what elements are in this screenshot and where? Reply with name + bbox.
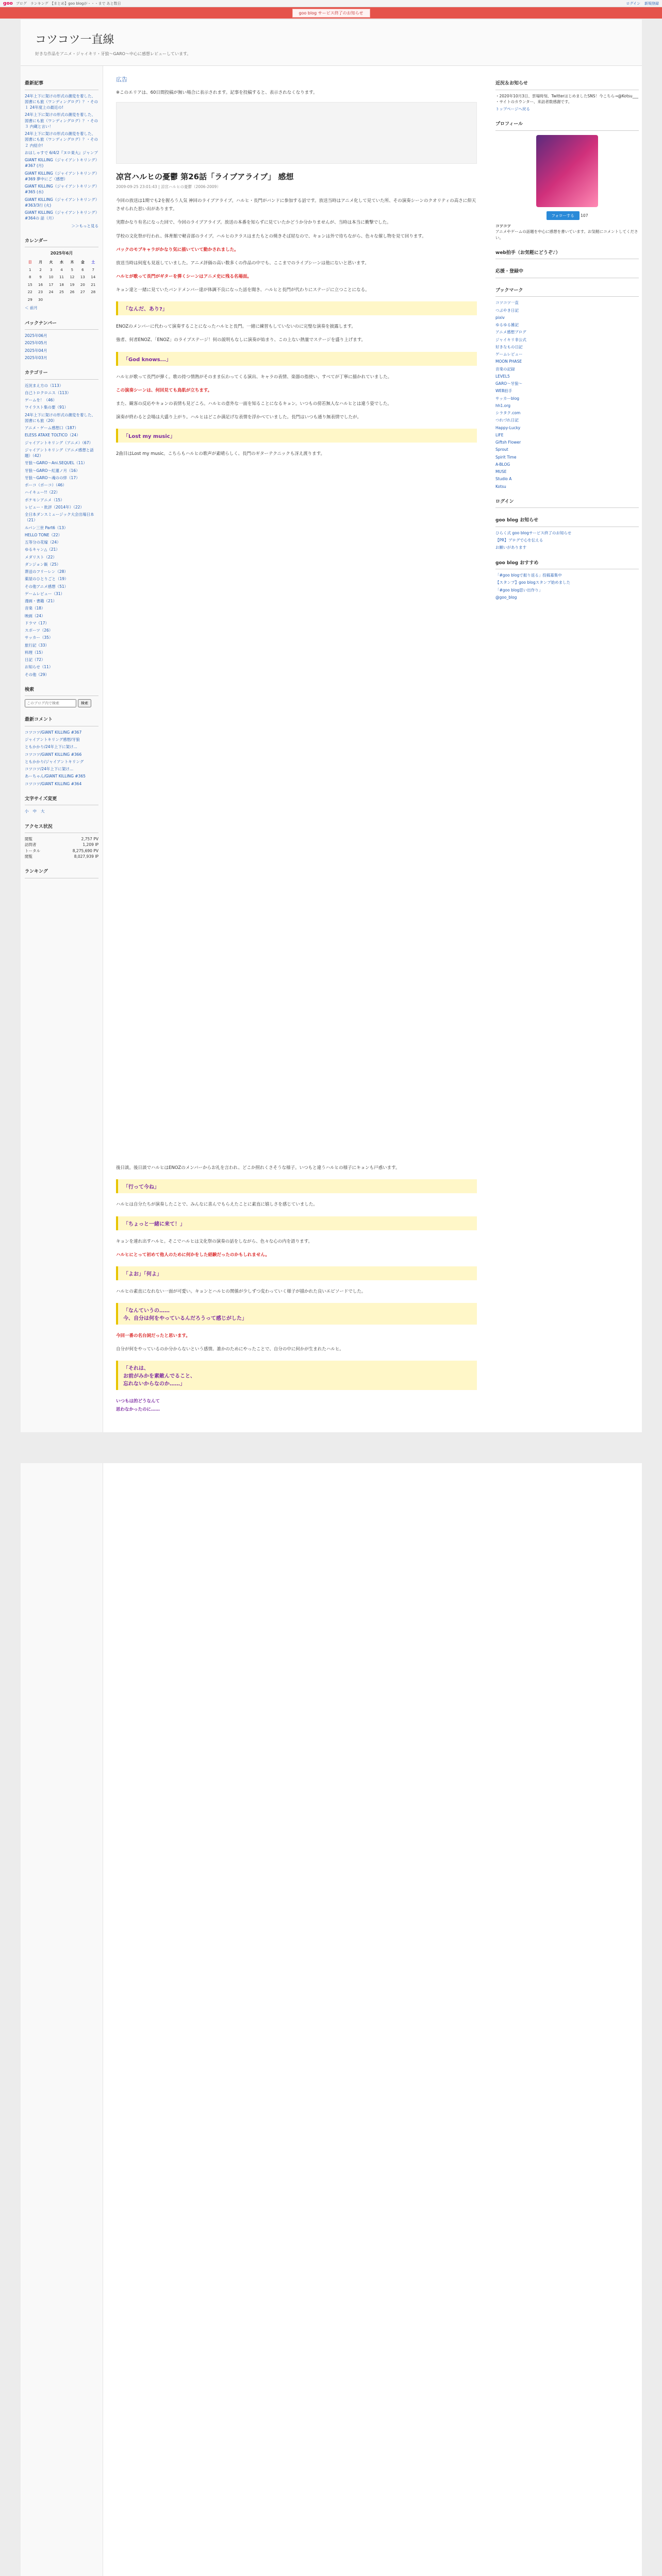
category-item[interactable]: HELLO TONE（22） [25, 532, 62, 537]
post-date: 2009-09-25 23:01:43 | 涼宮ハルヒの憂鬱（2006-2009） [116, 184, 221, 190]
post-paragraph: ENOZのメンバーに代わって演奏することになったハルヒと長門。一緒に練習もしていないのに完璧な演奏を披露します。 [116, 324, 356, 330]
category-item[interactable]: 漫画・書籍（21） [25, 599, 57, 603]
post-quote: 「God knows...」 [116, 352, 477, 366]
cal-date[interactable]: 13 [80, 275, 85, 280]
comment-item[interactable]: コツコツ/GIANT KILLING #367 [25, 730, 82, 735]
backnumber-item[interactable]: 2025年03月 [25, 355, 47, 360]
category-item[interactable]: サッカー（35） [25, 635, 53, 640]
ranking-heading: ランキング [25, 867, 98, 878]
post-title[interactable]: 凉宮ハルヒの憂鬱 第26話「ライブアライブ」 感想 [116, 172, 294, 182]
follow-count: 107 [581, 213, 588, 218]
cal-date[interactable]: 22 [27, 290, 32, 295]
cal-date[interactable]: 25 [59, 290, 64, 295]
bookmark-item[interactable]: Sprout [495, 447, 508, 452]
cal-day-header: 金 [80, 260, 85, 265]
backnumber-item[interactable]: 2025年04月 [25, 348, 47, 353]
cal-date[interactable]: 27 [80, 290, 85, 295]
category-item[interactable]: ポケモンアニメ（15） [25, 497, 64, 502]
recent-post-item[interactable]: GIANT KILLING（ジャイアントキリング）#363/3行 (火) [25, 197, 97, 208]
profile-heading: プロフィール [495, 119, 639, 131]
category-item[interactable]: 旅行記（33） [25, 642, 49, 648]
category-item[interactable]: レビュー・批評（2014年）（22） [25, 504, 84, 510]
comment-item[interactable]: コツコツ/GIANT KILLING #364 [25, 781, 82, 786]
cal-date[interactable]: 3 [49, 267, 53, 272]
access-row [25, 836, 98, 842]
service-end-notice-link[interactable]: goo blog サービス終了のお知らせ [292, 9, 370, 18]
textsize-large-button[interactable]: 大 [41, 809, 45, 814]
post-paragraph: 後日談。後日談でハルヒはENOZのメンバーからお礼を言われ、どこか照れくさそうな様子。いつもと違うハルヒの様子にキョンも戸惑います。 [116, 1165, 400, 1171]
category-item[interactable]: 牙狼〜GARO〜紅蓮ノ月（16） [25, 468, 80, 473]
bookmark-item[interactable]: コツコツ一直 [495, 300, 519, 306]
post-highlight: バックのモブキャラがかなり気に描いていて動かされました。 [116, 247, 239, 252]
post-quote: 「行って今ね」 [116, 1179, 477, 1193]
category-item[interactable]: 近況まえ方の（113） [25, 383, 63, 388]
category-list [25, 383, 98, 677]
cal-date[interactable]: 24 [48, 290, 54, 295]
bookmark-item[interactable]: ジャイキリ非公式 [495, 337, 526, 342]
category-item[interactable]: ELESS ATAXE TOLTICO（24） [25, 433, 80, 438]
cal-date[interactable] [46, 296, 56, 304]
search-form [25, 699, 98, 707]
comment-item[interactable]: ともかかり/ジャイアントキリング [25, 759, 84, 764]
search-button[interactable]: 検索 [78, 699, 91, 707]
bookmark-item[interactable]: ゆるゆる雑記 [495, 323, 519, 327]
post-paragraph: ハルヒは自分たちが演奏したことで、みんなに喜んでもらえたことに素直に嬉しさを感じていました。 [116, 1202, 318, 1208]
textsize-controls [25, 808, 98, 814]
post-highlight: 今回一番の名台詞だったと思います。 [116, 1333, 190, 1338]
backnumber-heading: バックナンバー [25, 318, 98, 330]
goo-logo[interactable]: goo [3, 1, 13, 6]
bookmark-item[interactable]: LIFE [495, 432, 504, 437]
web-clap-heading: web拍手（お気軽にどうぞ♪） [495, 248, 639, 260]
recent-post-item[interactable]: おはしゃすで 6/4/2『ヌロ東大』ジャンプ [25, 150, 98, 155]
post-highlight: ハルヒが歌って長門がギターを弾くシーンはアニメ史に残る名場面。 [116, 274, 252, 279]
post-paragraph: また、観客の反応やキョンの表情も見どころ。ハルヒの意外な一面を知ることになるキョン。いつもの傍若無人なハルヒとは違う姿でした。 [116, 401, 392, 406]
post-highlight: ハルヒにとって初めて他人のために何かをした経験だったのかもしれません。 [116, 1252, 270, 1258]
cal-day-header: 木 [70, 260, 74, 265]
recent-post-item[interactable]: 24年上下に架けの形式の潮変を着した、図書にも旅（ワンディングログ）？・その３ 内蔵と言い！ [25, 112, 98, 129]
access-value: 8,027,939 IP [74, 854, 98, 859]
category-item[interactable]: ゲームを！（46） [25, 398, 57, 402]
category-item[interactable]: その他アニメ感想（51） [25, 584, 69, 589]
cal-date[interactable]: 23 [38, 290, 43, 295]
cal-date[interactable]: 21 [91, 282, 96, 287]
comment-item[interactable]: コツコツ/GIANT KILLING #366 [25, 752, 82, 757]
goo-top-links[interactable]: ブログ ランキング 【まとめ】goo blogが・・・まで あと数日 [15, 1, 121, 6]
category-item[interactable]: 日記（72） [25, 657, 45, 662]
calendar-month: 2025年6月 [50, 251, 73, 256]
goo-notice-item[interactable]: ひらく式 goo blogサービス終了のお知らせ [495, 530, 572, 535]
access-value: 8,275,690 PV [72, 848, 98, 853]
cal-date[interactable]: 4 [60, 267, 63, 272]
category-item[interactable]: 自己トロクロニス（113） [25, 390, 71, 395]
cal-date[interactable]: 26 [70, 290, 75, 295]
recent-post-item[interactable]: GIANT KILLING（ジャイアントキリング）#367 (月) [25, 158, 97, 168]
blog-title[interactable]: コツコツ一直線 [35, 33, 114, 46]
textsize-small-button[interactable]: 小 [25, 809, 29, 814]
access-value: 1,209 IP [82, 842, 98, 848]
goo-recommend-item[interactable]: 「#goo blog思い出作り」 [495, 587, 543, 592]
goo-recommend-item[interactable]: 【スタンプ】goo blogスタンプ始めました [495, 580, 571, 585]
bookmark-item[interactable]: Studio A [495, 477, 512, 482]
calendar-prev-link[interactable]: ＜ 前月 [25, 306, 38, 311]
cal-date[interactable] [56, 296, 67, 304]
bookmark-item[interactable]: つれづれ日記 [495, 418, 519, 423]
post-paragraph: 今回の放送は1期でも2を握ろう人気 神回のライブアライブ。ハルヒ・長門がバンドに参加する話です。放送当時はアニメ化して見ていた所、その演奏シーンのクオリティの高さに仰天させられた思い出があります。 [116, 198, 476, 212]
news-text: ・2020年10月3日、雲場時刻、TwitterはじめましたSNS！今こちら→@Kotsu___ ・サイトのカウンター、来訪者数感謝です。 [495, 93, 638, 104]
search-heading: 検索 [25, 685, 98, 697]
category-item[interactable]: 五等分の花嫁（24） [25, 540, 61, 545]
cal-date[interactable]: 30 [38, 297, 43, 302]
top-page-link[interactable]: トップページへ戻る [495, 107, 530, 111]
category-item[interactable]: ダンジョン飯（25） [25, 562, 61, 567]
cal-date[interactable]: 14 [91, 275, 96, 280]
post-quote: 「なんだ、あり?」 [116, 301, 477, 315]
access-label: 訪問者 [25, 842, 37, 848]
access-row [25, 848, 98, 854]
category-item[interactable]: 全日本ダンスミュージック大会出場日本（21） [25, 512, 94, 523]
post-quote: 「Lost my music」 [116, 429, 477, 443]
cal-date[interactable]: 7 [92, 267, 94, 272]
cal-date[interactable]: 29 [27, 297, 32, 302]
bookmark-item[interactable]: WEB拍手 [495, 388, 512, 394]
bookmark-item[interactable]: 音楽の記録 [495, 366, 515, 371]
left-sidebar [21, 66, 103, 2576]
recent-post-item[interactable]: 24年上下に架けの形式の潮変を着した、図書にも旅（ワンディングログ）？・その１ 24年度上の最近の! [25, 93, 98, 110]
category-item[interactable]: スポーツ（26） [25, 628, 53, 633]
bookmark-item[interactable]: A-BLOG [495, 462, 510, 467]
bookmark-item[interactable]: シラタク.com [495, 411, 521, 415]
calendar-table [25, 259, 98, 303]
recent-post-item[interactable]: GIANT KILLING（ジャイアントキリング）#369 夢中にご〈感想） [25, 171, 97, 181]
textsize-medium-button[interactable]: 中 [32, 809, 37, 814]
post-quote: 「なんていうの…… 今、自分は何をやっているんだろうって感じがした」 [116, 1303, 477, 1325]
category-item[interactable]: 薬屋のひとりごと（19） [25, 577, 69, 582]
post-paragraph: キョンを連れ出すハルヒ。そこでハルヒは文化祭の演奏の話をしながら、色々な心の内を語ります。 [116, 1239, 313, 1244]
cal-date[interactable]: 15 [27, 282, 32, 287]
bookmark-item[interactable]: Giftsh Flower [495, 440, 521, 445]
post-paragraph: 放送当時は何度も見返していました。アニメ評価の高い数多くの作品の中でも、ここまでのライブシーンは他にないと思います。 [116, 260, 369, 266]
goo-top-bar [0, 0, 662, 7]
post-highlight: この演奏シーンは、何回見ても鳥肌が立ちます。 [116, 387, 212, 393]
category-item[interactable]: メダリスト（22） [25, 554, 57, 560]
bookmark-item[interactable]: アニメ感想ブログ [495, 330, 526, 335]
category-heading: カテゴリー [25, 368, 98, 380]
page-body [21, 66, 642, 2576]
post-paragraph: 強者、何者ENOZ、「ENOZ」のライブステージ！何の説明もなしに演奏が始まり、この上ない熱量でステージを盛り上げます。 [116, 337, 366, 343]
page-separator [0, 1432, 662, 1463]
backnumber-item[interactable]: 2025年06月 [25, 333, 47, 338]
cal-date[interactable]: 1 [28, 267, 31, 272]
comment-item[interactable]: ともかかり/24年上下に架け... [25, 744, 77, 750]
access-value: 2,757 PV [81, 837, 98, 841]
comment-list [25, 730, 98, 787]
bookmark-heading: ブックマーク [495, 285, 639, 297]
ad-slot[interactable] [116, 102, 477, 164]
bookmark-item[interactable]: つぶやき日記 [495, 308, 519, 313]
cal-date[interactable]: 18 [59, 282, 64, 287]
cal-date[interactable]: 12 [70, 275, 75, 280]
news-heading: 近況＆お知らせ [495, 78, 639, 90]
post-quote: 「それは、 お前がみかを素敵んでること、 忘れないからなのか……」 [116, 1361, 477, 1390]
bookmark-item[interactable]: サッカーblog [495, 396, 520, 401]
cal-day-header: 日 [28, 260, 32, 265]
category-item[interactable]: ポーコ（ポーコ）（46） [25, 483, 67, 487]
cal-date[interactable] [77, 296, 88, 304]
service-end-banner [0, 7, 662, 19]
category-item[interactable]: ジャイアントキリング（アニメ感想と話題）（42） [25, 447, 94, 458]
cal-date[interactable]: 28 [91, 290, 96, 295]
cal-date[interactable]: 20 [80, 282, 85, 287]
search-input[interactable] [25, 699, 76, 707]
post-paragraph: いつもは的どうなんて 思わなかったのに…… [116, 1399, 160, 1413]
follow-button[interactable]: フォローする [547, 211, 580, 220]
post-spacer [116, 463, 477, 1159]
post-paragraph: 2曲目はLost my music。こちらもハルヒの歌声が素晴らしく、長門のギターテクニックも冴え渡ります。 [116, 451, 325, 457]
bookmark-item[interactable]: Kotsu [495, 484, 506, 489]
cal-date[interactable]: 2 [39, 267, 42, 272]
textsize-heading: 文字サイズ変更 [25, 794, 98, 806]
post-paragraph: キョン達と一緒に見ていたバンドメンバー達が体調不良になった話を聞き、ハルヒと長門が代わりにステージに立つことになる。 [116, 287, 370, 293]
main-content [111, 66, 482, 2576]
backnumber-item[interactable]: 2025年05月 [25, 341, 47, 346]
goo-sns-link[interactable]: @goo_blog [495, 595, 517, 600]
bookmark-item[interactable]: 好きなもの日記 [495, 344, 523, 349]
profile-avatar [536, 135, 598, 207]
bookmark-item[interactable]: pixiv [495, 315, 505, 320]
category-item[interactable]: 24年上下に架けの形式の潮変を着した、図書にも旅（20） [25, 412, 96, 423]
bookmark-item[interactable]: MUSE [495, 469, 507, 474]
access-stats [25, 836, 98, 859]
cal-date[interactable]: 16 [38, 282, 43, 287]
category-item[interactable]: 料理（15） [25, 650, 45, 655]
category-item[interactable]: 音楽（18） [25, 606, 45, 611]
ad-notice: ※このエリアは、60日間投稿が無い場合に表示されます。記事を投稿すると、表示されなくなります。 [116, 90, 318, 95]
cal-date[interactable]: 10 [48, 275, 54, 280]
recent-posts-list [25, 93, 98, 222]
cal-day-header: 月 [39, 260, 43, 265]
right-sidebar [492, 66, 642, 2576]
category-item[interactable]: ゆるキャン△（21） [25, 547, 60, 552]
category-item[interactable]: お知らせ（11） [25, 665, 53, 670]
bookmark-item[interactable]: LEVEL5 [495, 374, 510, 379]
cal-date[interactable]: 9 [39, 275, 42, 280]
cal-date[interactable]: 8 [28, 275, 31, 280]
bookmark-item[interactable]: MOON PHASE [495, 359, 522, 364]
bookmark-item[interactable]: Happy-Lucky [495, 425, 521, 430]
post-paragraph: 演奏が終わると会場は大盛り上がり。ハルヒはどこか満足げな表情を浮かべていました。長門はいつも通り無表情でしたが。 [116, 414, 362, 420]
bookmark-item[interactable]: GARO〜牙狼〜 [495, 381, 523, 386]
profile-name[interactable]: コツコツ [495, 224, 511, 228]
goo-notice-item[interactable]: お願いがあります [495, 545, 526, 550]
recent-post-item[interactable]: GIANT KILLING（ジャイアントキリング）#364の 話（月） [25, 210, 97, 221]
category-item[interactable]: 葬送のフリーレン（28） [25, 569, 68, 574]
ad-label: 広告 [116, 76, 127, 83]
category-item[interactable]: 映画（24） [25, 613, 45, 618]
post-paragraph: 学校の文化祭が行われ、体育館で軽音部のライブ。ハルヒのクラスはまたもとの焼きそば屋なので、キョンは外で待ちながら、色々な催し物を見て回ります。 [116, 233, 426, 239]
cal-day-header: 火 [49, 260, 53, 265]
post-paragraph: ハルヒの素直になれない一面が可愛い。キョンとハルヒの関係が少しずつ変わっていく様子が描かれた良いエピソードでした。 [116, 1289, 366, 1294]
calendar-heading: カレンダー [25, 236, 98, 248]
support-heading: 応援・登録中 [495, 266, 639, 278]
blog-header [21, 20, 642, 66]
bookmark-item[interactable]: hh1.org [495, 403, 510, 408]
access-label: 閲覧 [25, 837, 32, 841]
category-item[interactable]: アニメ・ゲーム感想口（187） [25, 426, 78, 430]
category-item[interactable]: ドラマ（17） [25, 620, 49, 625]
goo-notice-item[interactable]: 【PR】ブログで心を伝える [495, 538, 543, 543]
bookmark-item[interactable]: Spirit Time [495, 454, 517, 460]
category-item[interactable]: その他（29） [25, 672, 49, 677]
category-item[interactable]: ハイキュー!!（22） [25, 490, 60, 495]
post-paragraph: 自分が何をやっているのか分からないという感情。誰かのためにやったことで、自分の中に何かが生まれたハルヒ。 [116, 1347, 344, 1352]
cal-day-header: 土 [91, 260, 95, 265]
comments-heading: 最新コメント [25, 715, 98, 726]
cal-day-header: 水 [59, 260, 63, 265]
comment-item[interactable]: あーちゃん/GIANT KILLING #365 [25, 774, 86, 779]
login-heading: ログイン [495, 497, 639, 509]
bookmark-list [495, 300, 639, 489]
goo-recommend-heading: goo blog おすすめ [495, 558, 639, 570]
category-item[interactable]: ゲームレビュー（31） [25, 591, 65, 596]
recent-posts-heading: 最新記事 [25, 78, 98, 90]
more-posts-link[interactable]: ＞＞もっと見る [71, 223, 98, 228]
register-link[interactable]: 新規登録 [644, 1, 659, 6]
access-row [25, 854, 98, 859]
cal-date[interactable]: 6 [81, 267, 84, 272]
post-quote: 「ちょっと一緒に来て！」 [116, 1216, 477, 1230]
category-item[interactable]: 牙狼〜GARO〜Ani.SEQUEL（11） [25, 461, 87, 466]
access-label: 閲覧 [25, 854, 32, 859]
post-paragraph: 実際かなり有名になった回で、今回のライブアライブ。放送の本番を知らずに見ていたかどうか分かりませんが、当時は本当に衝撃でした。 [116, 220, 391, 226]
cal-date[interactable]: 19 [70, 282, 75, 287]
category-item[interactable]: ジャイアントキリング（アニメ）（67） [25, 440, 93, 445]
comment-item[interactable]: ジャイアントキリング感想/牙狼 [25, 737, 80, 742]
recent-post-item[interactable]: 24年上下に架けの形式の潮変を着した、図書にも旅（ワンディングログ）？・その２ 内紹介! [25, 131, 98, 148]
recent-post-item[interactable]: GIANT KILLING（ジャイアントキリング）#365 (水) [25, 184, 97, 195]
profile-text: アニメやゲームの話題を中心に感想を書いています。お気軽にコメントしてください。 [495, 229, 638, 240]
cal-date[interactable]: 11 [59, 275, 64, 280]
access-label: トータル [25, 848, 40, 853]
access-heading: アクセス状況 [25, 822, 98, 834]
blog-description: 好きな作品をアニメ・ジャイキリ・牙狼〜GARO〜中心に感想レビューしています。 [35, 52, 191, 56]
goo-notice-heading: goo blog お知らせ [495, 515, 639, 527]
goo-recommend-item[interactable]: 「#goo blogで振り返る」投稿募集中 [495, 573, 562, 578]
comment-item[interactable]: コツコツ/24年上下に架け... [25, 767, 74, 771]
cal-date[interactable] [67, 296, 77, 304]
category-item[interactable]: ルパン三世 Part6（13） [25, 525, 68, 530]
category-item[interactable]: 牙狼〜GARO〜魂のの絆（17） [25, 475, 80, 480]
access-row [25, 842, 98, 848]
post-paragraph: ハルヒが歌って長門が弾く。歌の持つ情熱がそのまま伝わってくる演出、キャラの表情、楽器の指使い、すべてが丁寧に描かれていました。 [116, 374, 392, 380]
cal-date[interactable] [88, 296, 98, 304]
category-item[interactable]: ワイラスト集の要（91） [25, 405, 69, 410]
cal-date[interactable]: 5 [71, 267, 74, 272]
bookmark-item[interactable]: ゲームレビュー [495, 352, 523, 357]
login-link[interactable]: ログイン [626, 1, 640, 6]
cal-date[interactable]: 17 [48, 282, 54, 287]
post-quote: 「よお」「何よ」 [116, 1266, 477, 1280]
